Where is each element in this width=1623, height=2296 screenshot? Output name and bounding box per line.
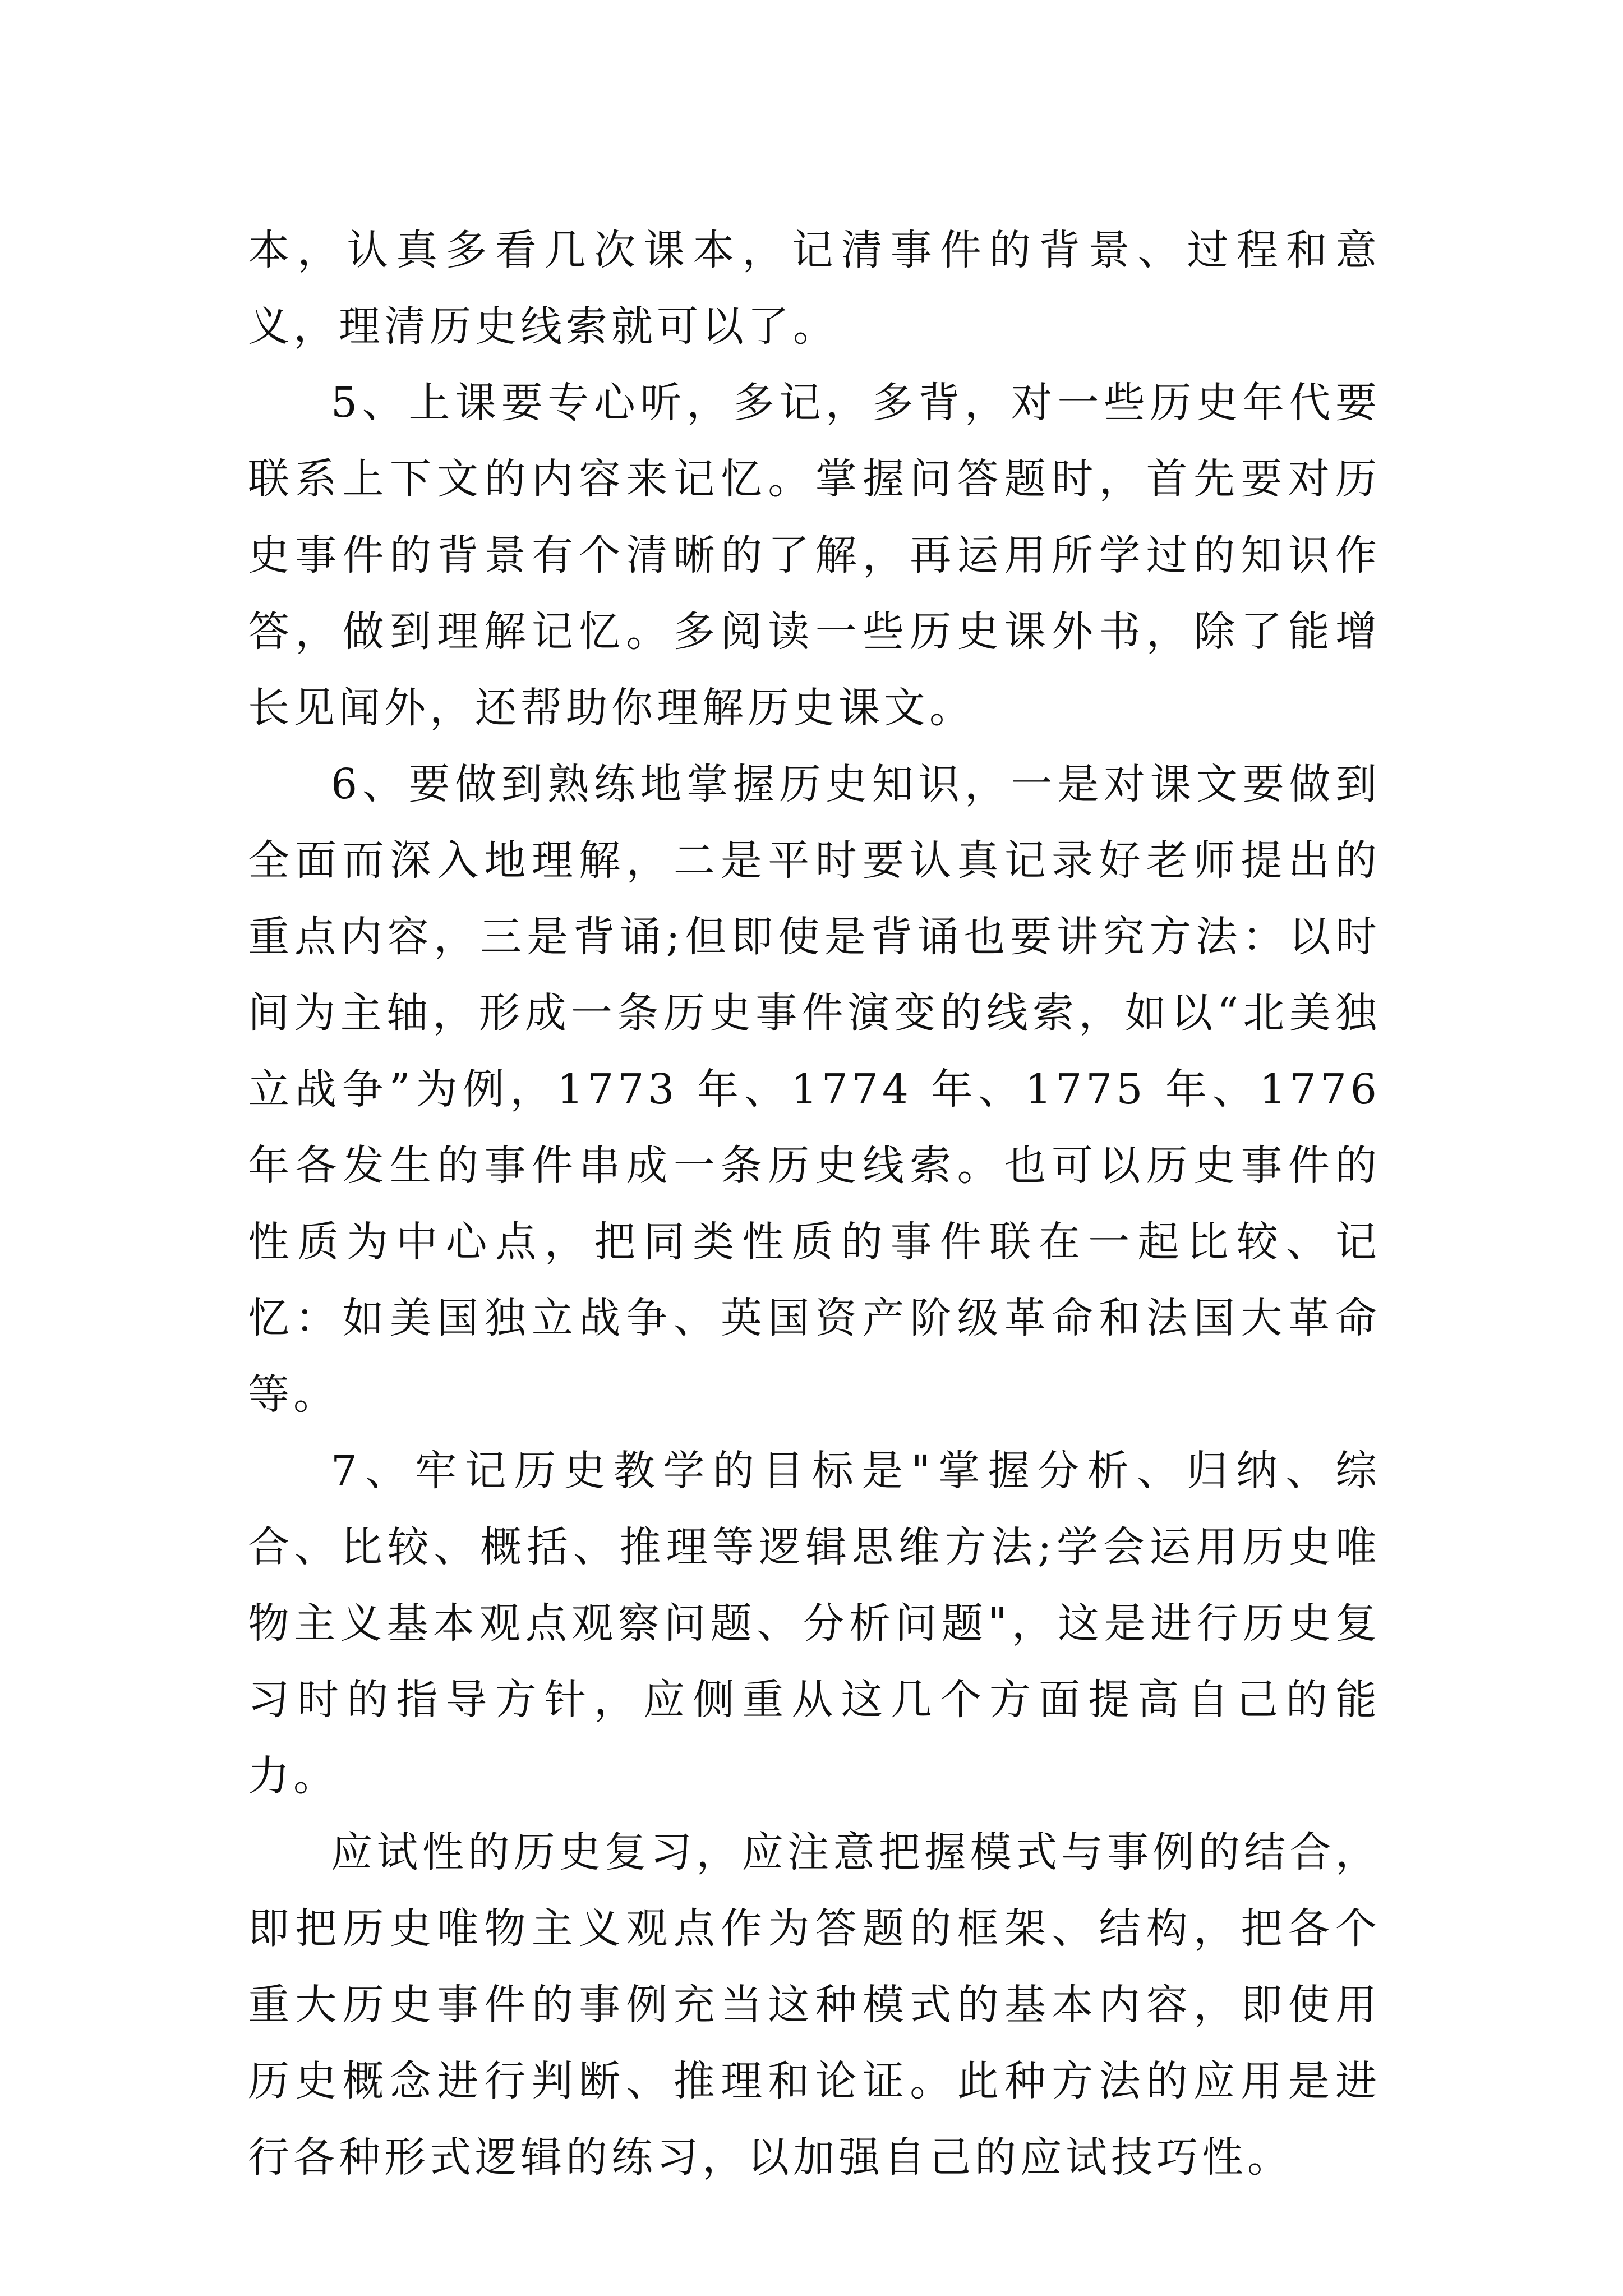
paragraph-continuation: 本，认真多看几次课本，记清事件的背景、过程和意义，理清历史线索就可以了。 [248, 226, 1381, 351]
document-body [248, 212, 1381, 2196]
paragraph-exam-review: 应试性的历史复习，应注意把握模式与事例的结合，即把历史唯物主义观点作为答题的框架、结构，把各个重大历史事件的事例充当这种模式的基本内容，即使用历史概念进行判断、推理和论证。此种方法的应用是进行各种形式逻辑的练习，以加强自己的应试技巧性。 [248, 1828, 1381, 2182]
paragraph-item-6: 6、要做到熟练地掌握历史知识，一是对课文要做到全面而深入地理解，二是平时要认真记录好老师提出的重点内容，三是背诵;但即使是背诵也要讲究方法：以时间为主轴，形成一条历史事件演变的线索，如以“北美独立战争”为例，1773 年、1774 年、1775 年、1776 年各发生的事件串成一条历史线索。也可以历史事件的性质为中心点，把同类性质的事件联在一起比较、记忆：如美国独立战争、英国资产阶级革命和法国大革命等。 [248, 760, 1381, 1419]
paragraph-item-7: 7、牢记历史教学的目标是"掌握分析、归纳、综合、比较、概括、推理等逻辑思维方法;学会运用历史唯物主义基本观点观察问题、分析问题"，这是进行历史复习时的指导方针，应侧重从这几个方面提高自己的能力。 [248, 1447, 1381, 1800]
paragraph-item-5: 5、上课要专心听，多记，多背，对一些历史年代要联系上下文的内容来记忆。掌握问答题时，首先要对历史事件的背景有个清晰的了解，再运用所学过的知识作答，做到理解记忆。多阅读一些历史课外书，除了能增长见闻外，还帮助你理解历史课文。 [248, 379, 1381, 732]
